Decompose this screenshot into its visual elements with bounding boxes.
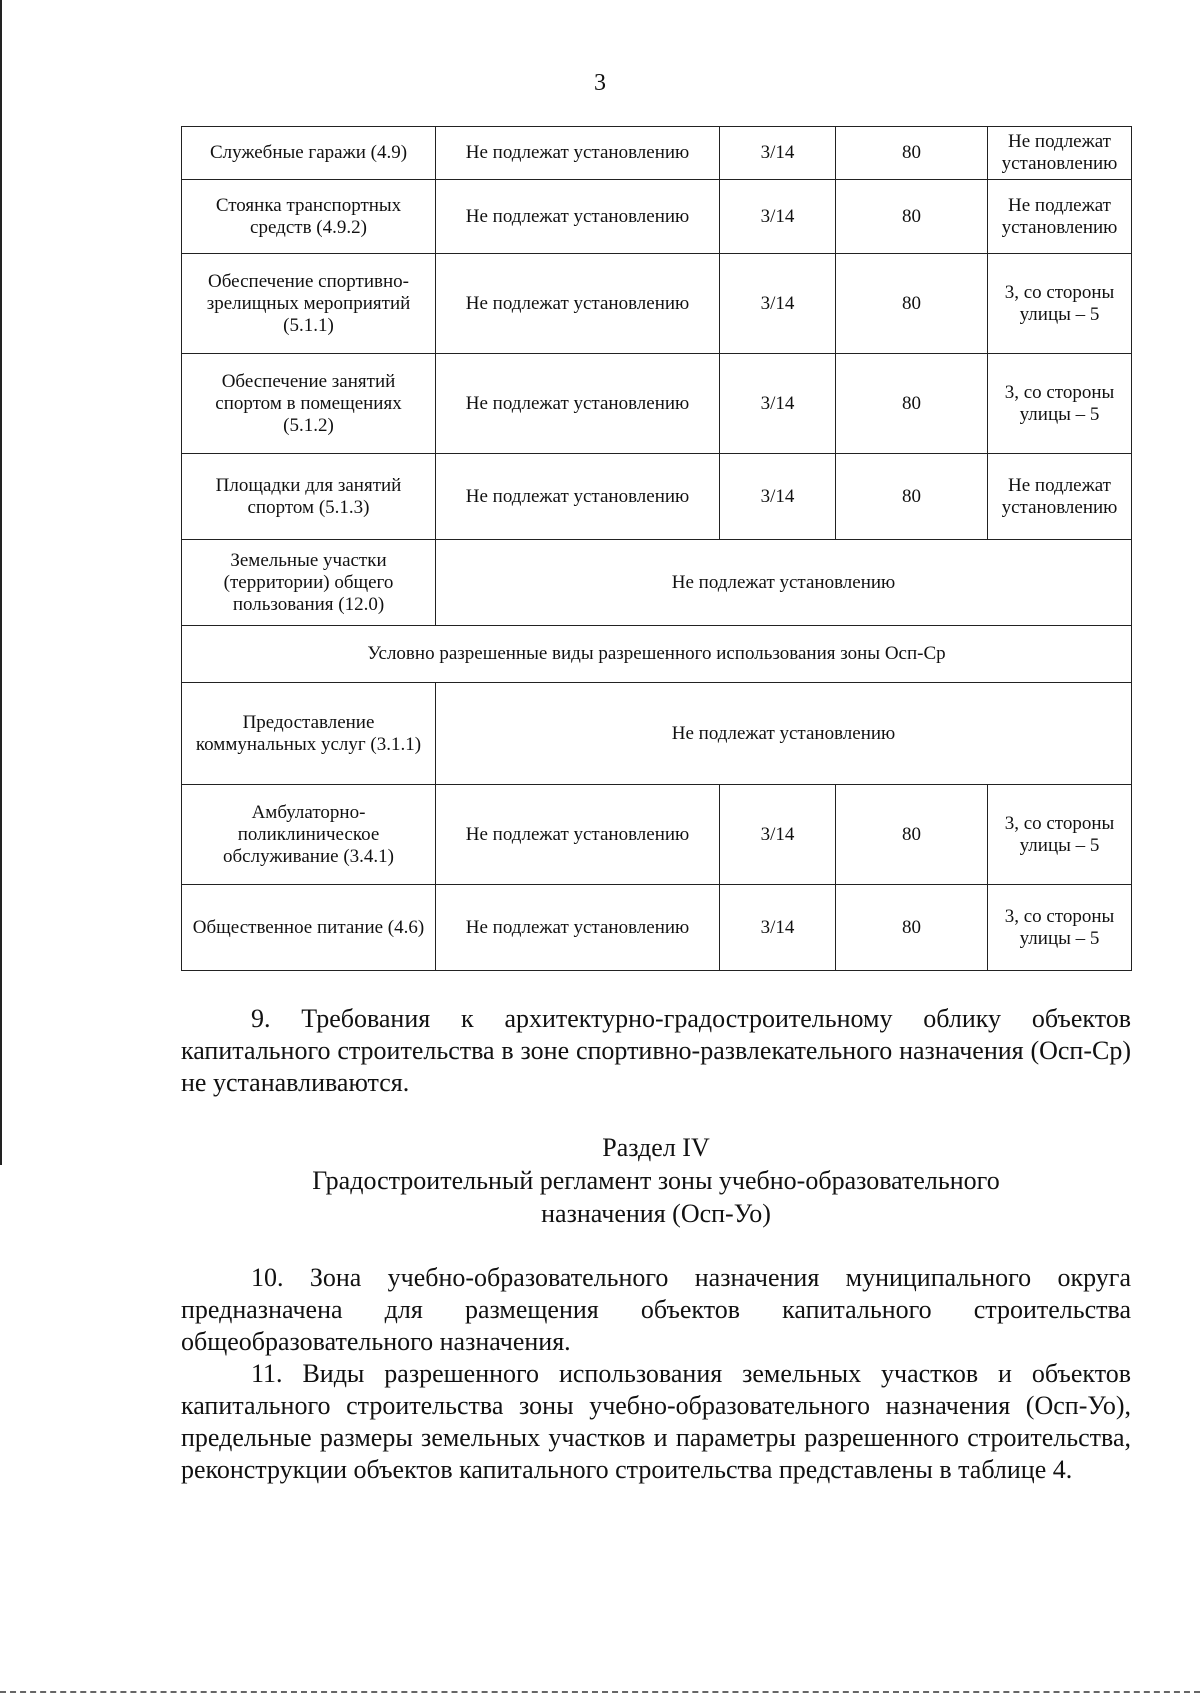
cell-coverage: 80 (836, 127, 988, 180)
cell-floors-height: 3/14 (720, 180, 836, 254)
cell-use-type: Предоставление коммунальных услуг (3.1.1) (182, 683, 436, 785)
table-row (182, 885, 1132, 971)
cell-plot-size: Не подлежат установлению (436, 180, 720, 254)
table-row (182, 454, 1132, 540)
cell-setback: 3, со стороны улицы – 5 (988, 254, 1132, 354)
cell-setback: 3, со стороны улицы – 5 (988, 885, 1132, 971)
cell-plot-size: Не подлежат установлению (436, 254, 720, 354)
cell-floors-height: 3/14 (720, 885, 836, 971)
cell-floors-height: 3/14 (720, 454, 836, 540)
cell-use-type: Обеспечение занятий спортом в помещениях (5.1.2) (182, 354, 436, 454)
table-row (182, 785, 1132, 885)
cell-setback: Не подлежат установлению (988, 454, 1132, 540)
paragraph-9 (181, 1003, 1131, 1099)
paragraph-11 (181, 1358, 1131, 1486)
cell-coverage: 80 (836, 454, 988, 540)
cell-use-type: Земельные участки (территории) общего пользования (12.0) (182, 540, 436, 626)
cell-use-type: Амбулаторно-поликлиническое обслуживание (3.4.1) (182, 785, 436, 885)
table-row (182, 683, 1132, 785)
cell-coverage: 80 (836, 885, 988, 971)
cell-setback: 3, со стороны улицы – 5 (988, 354, 1132, 454)
table-section-header-row (182, 626, 1132, 683)
cell-use-type: Общественное питание (4.6) (182, 885, 436, 971)
cell-coverage: 80 (836, 180, 988, 254)
scan-edge-left (0, 0, 2, 1165)
cell-plot-size: Не подлежат установлению (436, 885, 720, 971)
cell-plot-size: Не подлежат установлению (436, 354, 720, 454)
cell-floors-height: 3/14 (720, 354, 836, 454)
section-title-line-1: Градостроительный регламент зоны учебно-образовательного (312, 1166, 1000, 1195)
paragraph-11-text: 11. Виды разрешенного использования земельных участков и объектов капитального строительства зоны учебно-образовательного назначения (Осп-Уо), предельные размеры земельных участков и параметры разрешенного строительства, реконструкции объектов капитального строительства представлены в таблице 4. (181, 1359, 1131, 1484)
cell-setback: 3, со стороны улицы – 5 (988, 785, 1132, 885)
cell-plot-size: Не подлежат установлению (436, 127, 720, 180)
cell-use-type: Обеспечение спортивно-зрелищных мероприятий (5.1.1) (182, 254, 436, 354)
table-row (182, 127, 1132, 180)
cell-floors-height: 3/14 (720, 785, 836, 885)
cell-plot-size: Не подлежат установлению (436, 785, 720, 885)
section-number: Раздел IV (602, 1133, 710, 1162)
cell-use-type: Стоянка транспортных средств (4.9.2) (182, 180, 436, 254)
table-row (182, 254, 1132, 354)
regulation-table (181, 126, 1132, 971)
cell-setback: Не подлежат установлению (988, 180, 1132, 254)
cell-merged-value: Не подлежат установлению (436, 540, 1132, 626)
cell-use-type: Площадки для занятий спортом (5.1.3) (182, 454, 436, 540)
cell-coverage: 80 (836, 254, 988, 354)
table-row (182, 540, 1132, 626)
cell-plot-size: Не подлежат установлению (436, 454, 720, 540)
page-number: 3 (594, 70, 606, 96)
cell-use-type: Служебные гаражи (4.9) (182, 127, 436, 180)
table-section-header: Условно разрешенные виды разрешенного использования зоны Осп-Ср (182, 626, 1132, 683)
table-row (182, 354, 1132, 454)
paragraph-10-text: 10. Зона учебно-образовательного назначения муниципального округа предназначена для размещения объектов капитального строительства общеобразовательного назначения. (181, 1263, 1131, 1356)
cell-floors-height: 3/14 (720, 127, 836, 180)
paragraph-9-text: 9. Требования к архитектурно-градостроительному облику объектов капитального строительства в зоне спортивно-развлекательного назначения (Осп-Ср) не устанавливаются. (181, 1004, 1131, 1097)
table-row (182, 180, 1132, 254)
section-title-line-2: назначения (Осп-Уо) (541, 1199, 771, 1228)
cell-setback: Не подлежат установлению (988, 127, 1132, 180)
cell-coverage: 80 (836, 354, 988, 454)
cell-floors-height: 3/14 (720, 254, 836, 354)
cell-coverage: 80 (836, 785, 988, 885)
paragraph-10 (181, 1262, 1131, 1358)
scan-edge-bottom (0, 1691, 1200, 1693)
cell-merged-value: Не подлежат установлению (436, 683, 1132, 785)
